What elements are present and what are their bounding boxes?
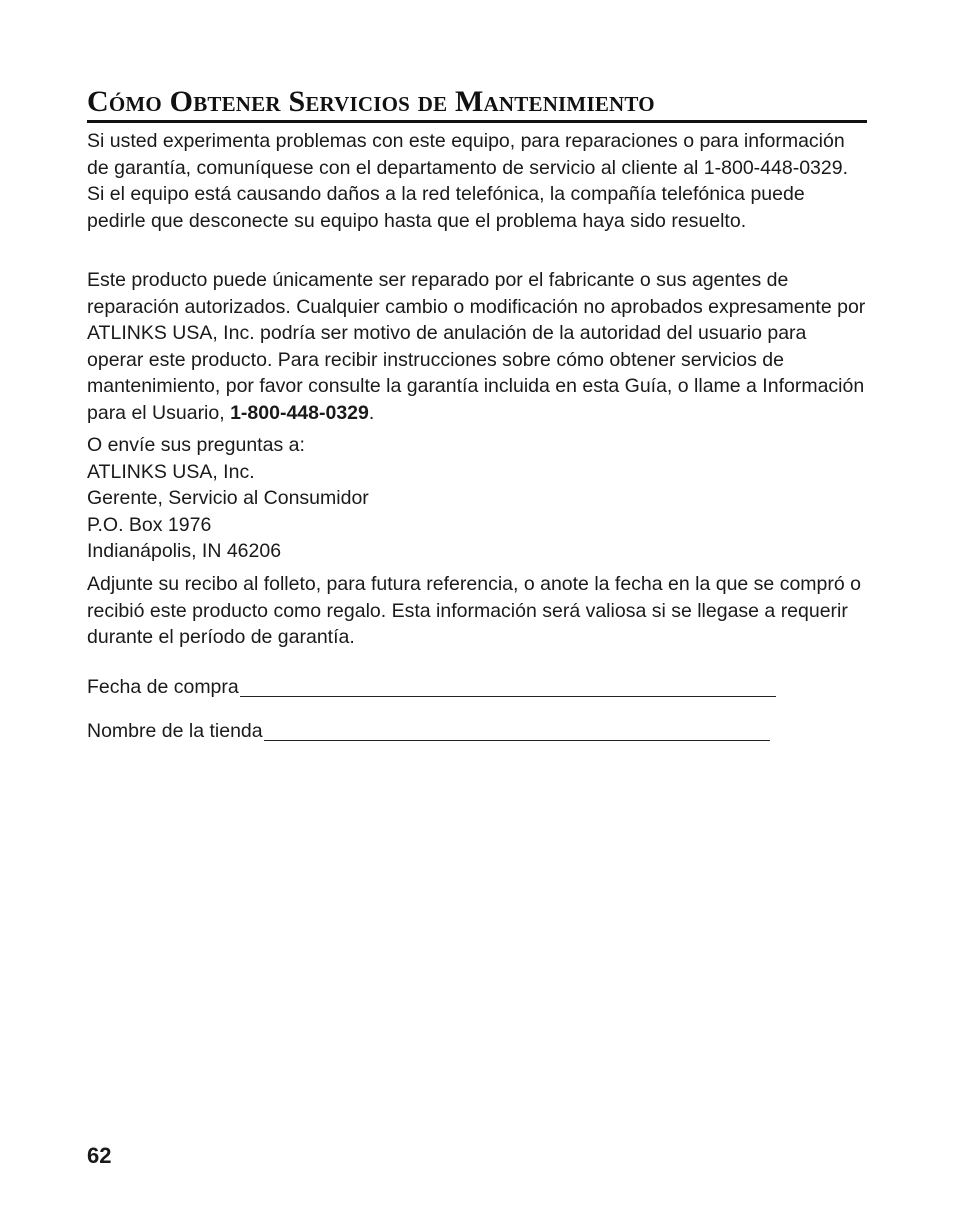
- address-company: ATLINKS USA, Inc.: [87, 460, 255, 483]
- title-rule: [87, 120, 867, 123]
- store-name-row: [87, 718, 770, 744]
- purchase-date-row: [87, 674, 776, 700]
- store-name-label: Nombre de la tienda: [87, 720, 263, 742]
- address-po-box: P.O. Box 1976: [87, 513, 212, 536]
- page-number: 62: [87, 1143, 112, 1168]
- mailing-address-block: [87, 432, 867, 565]
- address-department: Gerente, Servicio al Consumidor: [87, 487, 369, 509]
- store-name-blank-line: [264, 720, 770, 741]
- address-city: Indianápolis, IN 46206: [87, 540, 282, 562]
- service-paragraph: Si usted experimenta problemas con este equipo, para reparaciones o para información de garantía, comuníquese con el departamento de servicio al cliente al 1-800-448-0329. Si el equipo está causando daños a la red telefónica, la compañía telefónica puede pedirle que desconecte su equipo hasta que el problema haya sido resuelto.: [87, 130, 848, 232]
- repair-paragraph: [87, 267, 867, 426]
- purchase-date-label: Fecha de compra: [87, 676, 239, 698]
- address-intro: O envíe sus preguntas a:: [87, 434, 305, 456]
- repair-paragraph-text: Este producto puede únicamente ser reparado por el fabricante o sus agentes de reparación autorizados. Cualquier cambio o modificación no aprobados expresamente por ATLINKS USA, Inc. podría ser motivo de anulación de la autoridad del usuario para operar este producto. Para recibir instrucciones sobre cómo obtener servicios de mantenimiento, por favor consulte la garantía incluida en esta Guía, o llame a Información para el Usuario,: [87, 269, 866, 424]
- repair-paragraph-end: .: [368, 401, 375, 424]
- purchase-date-blank-line: [240, 676, 776, 697]
- section-title: Cómo Obtener Servicios de Mantenimiento: [87, 85, 655, 118]
- receipt-paragraph: Adjunte su recibo al folleto, para futura referencia, o anote la fecha en la que se compró o recibió este producto como regalo. Esta información será valiosa si se llegase a requerir durante el período de garantía.: [87, 573, 861, 648]
- support-phone-number: 1-800-448-0329: [230, 401, 369, 424]
